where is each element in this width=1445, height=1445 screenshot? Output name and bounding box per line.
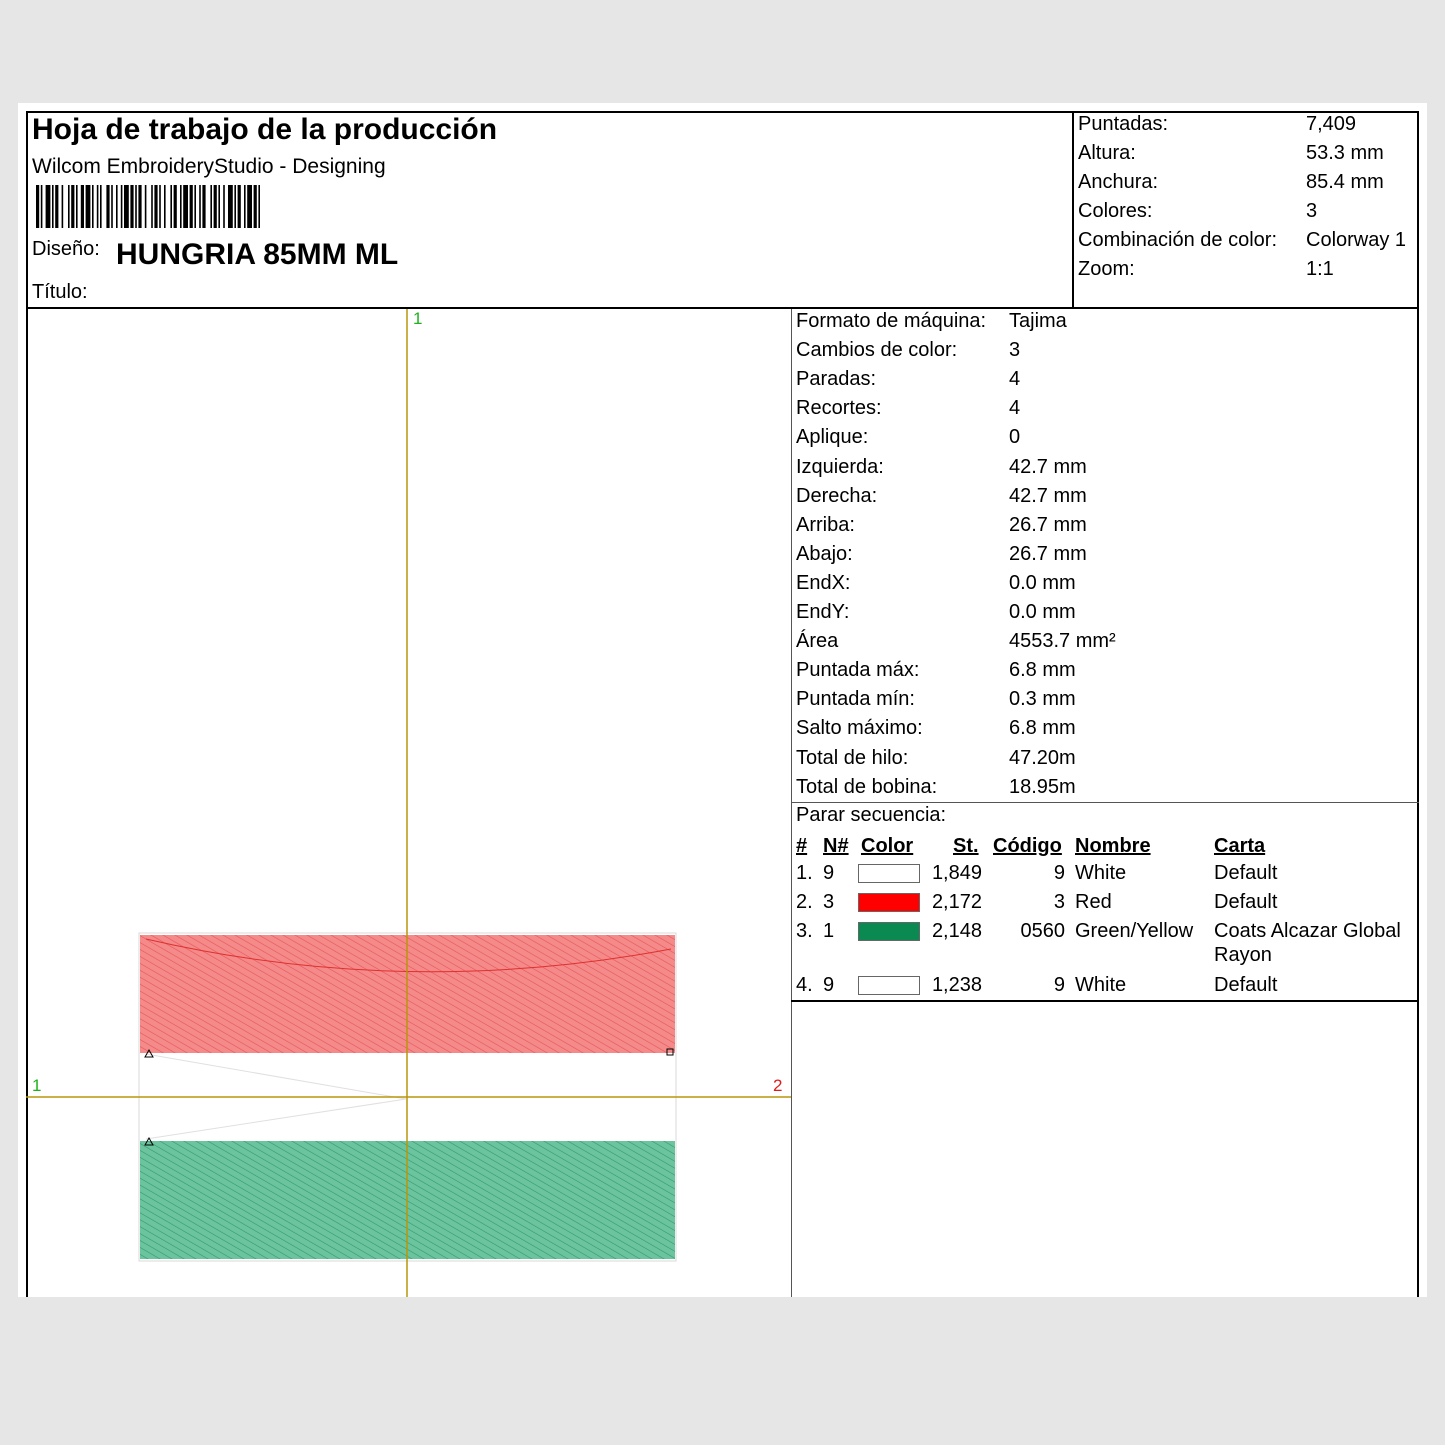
stat-label: Altura: bbox=[1078, 142, 1136, 164]
seq-row-name: White bbox=[1075, 862, 1127, 884]
info-value: 0.0 mm bbox=[1009, 601, 1076, 623]
seq-row-num: 2. bbox=[796, 891, 813, 913]
seq-row-name: Green/Yellow bbox=[1075, 920, 1194, 942]
info-value: 0.3 mm bbox=[1009, 688, 1076, 711]
barcode-bar bbox=[164, 185, 166, 228]
col-header-num: # bbox=[796, 835, 808, 857]
info-value: Tajima bbox=[1009, 310, 1067, 332]
seq-row-name: Red bbox=[1075, 891, 1112, 913]
info-label: Puntada máx: bbox=[796, 659, 920, 682]
seq-row-stitches: 1,238 bbox=[931, 974, 982, 996]
barcode-bar bbox=[238, 185, 241, 228]
page-title: Hoja de trabajo de la producción bbox=[32, 113, 498, 146]
seq-row-chart-line2: Rayon bbox=[1214, 944, 1272, 966]
barcode-bar bbox=[71, 185, 74, 228]
seq-row-name: White bbox=[1075, 974, 1127, 996]
info-value: 26.7 mm bbox=[1009, 542, 1087, 565]
stat-value: 1:1 bbox=[1306, 258, 1334, 280]
seq-row-needle: 9 bbox=[823, 974, 835, 996]
info-label: Salto máximo: bbox=[796, 717, 923, 740]
info-label: Abajo: bbox=[796, 542, 853, 565]
col-header-code: Código bbox=[993, 835, 1062, 857]
barcode-bar bbox=[86, 185, 91, 228]
barcode-bar bbox=[202, 185, 205, 228]
barcode-image bbox=[36, 185, 422, 228]
barcode-bar bbox=[247, 185, 252, 228]
barcode-bar bbox=[159, 185, 161, 228]
info-label: Área bbox=[796, 630, 839, 653]
col-header-st: St. bbox=[953, 835, 979, 857]
barcode-bar bbox=[154, 185, 157, 228]
info-value: 6.8 mm bbox=[1009, 659, 1076, 682]
barcode-bar bbox=[68, 185, 70, 228]
barcode-bar bbox=[62, 185, 64, 228]
barcode-bar bbox=[121, 185, 123, 228]
color-swatch bbox=[858, 922, 920, 941]
info-value: 42.7 mm bbox=[1009, 455, 1087, 478]
barcode-bar bbox=[190, 185, 193, 228]
barcode-bar bbox=[194, 185, 196, 228]
design-label: Diseño: bbox=[32, 238, 100, 260]
barcode-bar bbox=[228, 185, 233, 228]
info-label: Puntada mín: bbox=[796, 688, 915, 711]
barcode-bar bbox=[52, 185, 54, 228]
barcode-bar bbox=[254, 185, 257, 228]
info-label: Total de hilo: bbox=[796, 746, 909, 769]
seq-row-stitches: 2,148 bbox=[931, 920, 982, 942]
info-label: EndX: bbox=[796, 571, 851, 594]
seq-row-code: 3 bbox=[1053, 891, 1065, 913]
stat-label: Anchura: bbox=[1078, 171, 1159, 193]
info-value: 18.95m bbox=[1009, 775, 1076, 798]
info-label: EndY: bbox=[796, 601, 850, 623]
seq-row-num: 3. bbox=[796, 920, 813, 942]
info-value: 47.20m bbox=[1009, 746, 1076, 769]
design-name: HUNGRIA 85MM ML bbox=[116, 238, 399, 271]
seq-row-chart: Default bbox=[1214, 862, 1278, 884]
barcode-bar bbox=[76, 185, 78, 228]
stat-value: 85.4 mm bbox=[1306, 171, 1384, 193]
info-label: Izquierda: bbox=[796, 455, 884, 478]
color-swatch bbox=[858, 976, 920, 995]
col-header-n: N# bbox=[823, 835, 849, 857]
seq-row-code: 0560 bbox=[1020, 920, 1065, 942]
preview-canvas bbox=[26, 309, 791, 1297]
barcode-bar bbox=[199, 185, 201, 228]
seq-row-code: 9 bbox=[1053, 862, 1065, 884]
info-label: Aplique: bbox=[796, 426, 869, 449]
barcode-bar bbox=[223, 185, 225, 228]
info-label: Formato de máquina: bbox=[796, 310, 987, 332]
seq-row-code: 9 bbox=[1053, 974, 1065, 996]
seq-row-chart: Coats Alcazar Global bbox=[1214, 920, 1401, 942]
axis-right-label: 2 bbox=[773, 1076, 783, 1095]
barcode-bar bbox=[244, 185, 246, 228]
sequence-title: Parar secuencia: bbox=[796, 804, 947, 826]
sequence-bottom-border bbox=[791, 1000, 1419, 1002]
stat-value: Colorway 1 bbox=[1306, 229, 1407, 251]
barcode-bar bbox=[111, 185, 113, 228]
info-value: 26.7 mm bbox=[1009, 513, 1087, 536]
software-subtitle: Wilcom EmbroideryStudio - Designing bbox=[32, 155, 386, 178]
seq-row-needle: 9 bbox=[823, 862, 835, 884]
design-preview bbox=[26, 309, 791, 1297]
color-swatch bbox=[858, 893, 920, 912]
barcode-bar bbox=[55, 185, 58, 228]
barcode-bar bbox=[92, 185, 94, 228]
info-label: Derecha: bbox=[796, 484, 878, 507]
barcode-bar bbox=[258, 185, 260, 228]
info-value: 4 bbox=[1009, 397, 1021, 420]
barcode-bar bbox=[210, 185, 212, 228]
info-value: 42.7 mm bbox=[1009, 484, 1087, 507]
seq-row-needle: 3 bbox=[823, 891, 835, 913]
info-value: 3 bbox=[1009, 339, 1021, 362]
stat-label: Zoom: bbox=[1078, 258, 1135, 280]
stat-label: Puntadas: bbox=[1078, 113, 1169, 135]
color-swatch bbox=[858, 864, 920, 883]
seq-row-stitches: 1,849 bbox=[931, 862, 982, 884]
barcode-bar bbox=[97, 185, 99, 228]
info-label: Paradas: bbox=[796, 368, 877, 391]
barcode-bar bbox=[145, 185, 147, 228]
barcode-bar bbox=[138, 185, 141, 228]
barcode-bar bbox=[180, 185, 182, 228]
col-header-name: Nombre bbox=[1075, 835, 1151, 857]
barcode-bar bbox=[46, 185, 51, 228]
barcode-bar bbox=[36, 185, 39, 228]
axis-top-label: 1 bbox=[413, 309, 423, 328]
stat-value: 7,409 bbox=[1306, 113, 1357, 135]
seq-row-chart: Default bbox=[1214, 974, 1278, 996]
barcode-bar bbox=[234, 185, 236, 228]
stat-value: 53.3 mm bbox=[1306, 142, 1384, 164]
info-value: 4 bbox=[1009, 368, 1021, 391]
col-header-color: Color bbox=[861, 835, 914, 857]
barcode-bar bbox=[218, 185, 220, 228]
title-label: Título: bbox=[32, 281, 88, 303]
info-separator bbox=[791, 802, 1419, 803]
barcode-bar bbox=[116, 185, 118, 228]
stat-label: Colores: bbox=[1078, 200, 1153, 222]
barcode-bar bbox=[106, 185, 109, 228]
info-value: 0 bbox=[1009, 426, 1021, 449]
info-value: 6.8 mm bbox=[1009, 717, 1076, 740]
info-label: Cambios de color: bbox=[796, 339, 958, 362]
barcode-bar bbox=[174, 185, 177, 228]
barcode-bar bbox=[100, 185, 102, 228]
barcode-bar bbox=[124, 185, 129, 228]
barcode-bar bbox=[151, 185, 153, 228]
info-label: Arriba: bbox=[796, 513, 855, 536]
seq-row-stitches: 2,172 bbox=[931, 891, 982, 913]
barcode-bar bbox=[170, 185, 172, 228]
seq-row-num: 1. bbox=[796, 862, 813, 884]
stat-label: Combinación de color: bbox=[1078, 229, 1277, 251]
seq-row-num: 4. bbox=[796, 974, 813, 996]
barcode-bar bbox=[135, 185, 137, 228]
info-label: Recortes: bbox=[796, 397, 882, 420]
axis-left-label: 1 bbox=[32, 1076, 42, 1095]
barcode-bar bbox=[81, 185, 84, 228]
barcode-bar bbox=[183, 185, 188, 228]
panel-divider bbox=[791, 309, 792, 1297]
stat-value: 3 bbox=[1306, 200, 1318, 222]
info-value: 0.0 mm bbox=[1009, 571, 1076, 594]
seq-row-needle: 1 bbox=[823, 920, 835, 942]
info-value: 4553.7 mm² bbox=[1009, 630, 1116, 653]
barcode-bar bbox=[130, 185, 133, 228]
barcode-bar bbox=[214, 185, 217, 228]
barcode-bar bbox=[41, 185, 43, 228]
col-header-chart: Carta bbox=[1214, 835, 1266, 857]
info-label: Total de bobina: bbox=[796, 775, 938, 798]
seq-row-chart: Default bbox=[1214, 891, 1278, 913]
